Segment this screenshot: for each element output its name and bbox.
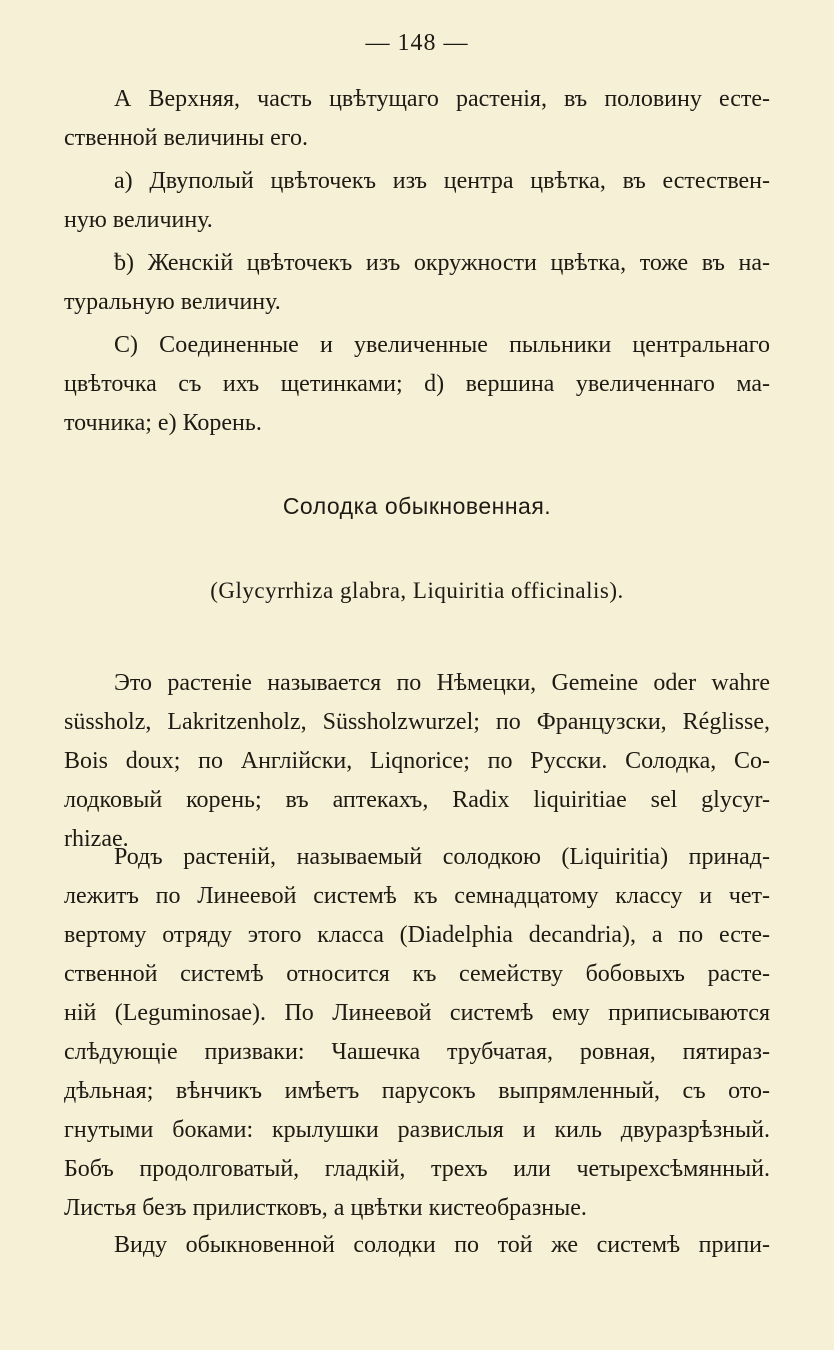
paragraph-line: гнутыми боками: крылушки развислыя и киль двуразрѣзный. bbox=[64, 1117, 770, 1143]
paragraph-line: Это растеніе называется по Нѣмецки, Gemeine oder wahre bbox=[114, 670, 770, 696]
paragraph-line: rhizae. bbox=[64, 826, 129, 852]
caption-d-line-2: цвѣточка съ ихъ щетинками; d) вершина увеличеннаго ма- bbox=[64, 371, 770, 397]
paragraph-line: Bois doux; по Англійски, Liqnorice; по Русски. Солодка, Со- bbox=[64, 748, 770, 774]
caption-d-line-1: С) Соединенные и увеличенные пыльники центральнаго bbox=[114, 332, 770, 358]
caption-c-line-2: туральную величину. bbox=[64, 289, 281, 315]
latin-name: (Glycyrrhiza glabra, Liquiritia officinalis). bbox=[210, 578, 624, 603]
section-title: Солодка обыкновенная. bbox=[282, 493, 552, 519]
caption-c-line-1: ƀ) Женскій цвѣточекъ изъ окружности цвѣтка, тоже въ на- bbox=[114, 250, 770, 276]
paragraph-line: лежитъ по Линеевой системѣ къ семнадцатому классу и чет- bbox=[64, 883, 770, 909]
caption-a-line-2: ственной величины его. bbox=[64, 125, 308, 151]
figure-captions bbox=[64, 80, 770, 443]
page-number: — 148 — bbox=[365, 30, 469, 56]
paragraph-line: Виду обыкновенной солодки по той же системѣ припи- bbox=[114, 1232, 770, 1258]
caption-d-line-3: точника; е) Корень. bbox=[64, 410, 262, 436]
paragraph-line: вертому отряду этого класса (Diadelphia decandria), а по есте- bbox=[64, 922, 770, 948]
paragraph-classification bbox=[64, 838, 770, 1228]
paragraph-line: дѣльная; вѣнчикъ имѣетъ парусокъ выпрямленный, съ ото- bbox=[64, 1078, 770, 1104]
paragraph-line: Бобъ продолговатый, гладкій, трехъ или четырехсѣмянный. bbox=[64, 1156, 770, 1182]
paragraph-line: ственной системѣ относится къ семейству бобовыхъ расте- bbox=[64, 961, 770, 987]
paragraph-line: süssholz, Lakritzenholz, Süssholzwurzel; по Французски, Réglisse, bbox=[64, 709, 770, 735]
paragraph-names bbox=[64, 664, 770, 859]
paragraph-line: слѣдующіе призваки: Чашечка трубчатая, ровная, пятираз- bbox=[64, 1039, 770, 1065]
paragraph-line: лодковый корень; въ аптекахъ, Radix liquiritiae sel glycyr- bbox=[64, 787, 770, 813]
paragraph-line: Родъ растеній, называемый солодкою (Liquiritia) принад- bbox=[114, 844, 770, 870]
paragraph-line: Листья безъ прилистковъ, а цвѣтки кистеобразные. bbox=[64, 1195, 587, 1221]
caption-b-line-1: а) Двуполый цвѣточекъ изъ центра цвѣтка, въ естествен- bbox=[114, 168, 770, 194]
caption-b-line-2: ную величину. bbox=[64, 207, 213, 233]
paragraph-species bbox=[64, 1226, 770, 1265]
paragraph-line: ній (Leguminosae). По Линеевой системѣ ему приписываются bbox=[64, 1000, 770, 1026]
caption-a-line-1: А Верхняя, часть цвѣтущаго растенія, въ половину есте- bbox=[114, 86, 770, 112]
